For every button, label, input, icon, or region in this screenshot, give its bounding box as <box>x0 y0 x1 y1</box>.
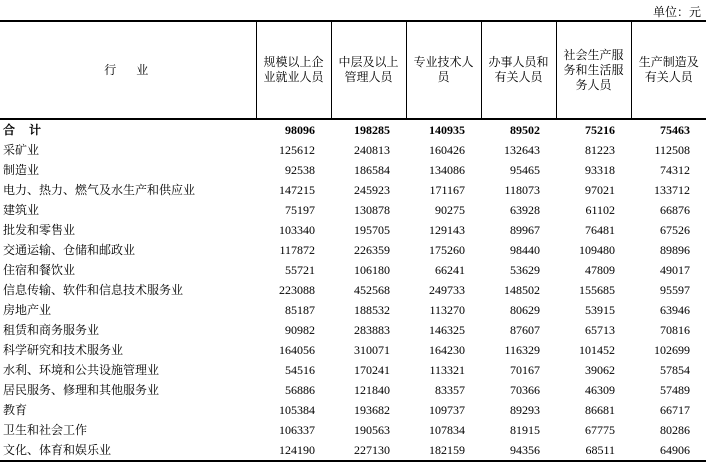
value-cell: 67775 <box>585 423 615 437</box>
value-cell: 140935 <box>429 123 465 137</box>
header-col-1: 规模以上企业就业人员 <box>256 21 331 119</box>
value-cell: 80629 <box>510 303 540 317</box>
value-cell: 109737 <box>429 403 465 417</box>
industry-name: 教育 <box>3 403 28 417</box>
value-cell: 103340 <box>279 223 315 237</box>
value-cell: 148502 <box>504 283 540 297</box>
value-cell: 46309 <box>585 383 615 397</box>
value-cell: 147215 <box>279 183 315 197</box>
value-cell: 164230 <box>429 343 465 357</box>
value-cell: 76481 <box>585 223 615 237</box>
value-cell: 283883 <box>354 323 390 337</box>
value-cell: 245923 <box>354 183 390 197</box>
table-row <box>0 320 706 340</box>
value-cell: 68511 <box>556 440 631 461</box>
header-col-3: 专业技术人员 <box>406 21 481 119</box>
value-cell: 132643 <box>504 143 540 157</box>
value-cell: 129143 <box>429 223 465 237</box>
value-cell: 198285 <box>354 123 390 137</box>
value-cell: 190563 <box>354 423 390 437</box>
header-industry: 行业 <box>0 21 256 119</box>
value-cell: 117872 <box>279 243 315 257</box>
industry-name: 卫生和社会工作 <box>3 423 88 437</box>
value-cell: 223088 <box>279 283 315 297</box>
value-cell: 124190 <box>256 440 331 461</box>
industry-name: 水利、环境和公共设施管理业 <box>3 363 160 377</box>
value-cell: 97021 <box>585 183 615 197</box>
table-row <box>0 420 706 440</box>
value-cell: 106180 <box>354 263 390 277</box>
table-row <box>0 260 706 280</box>
value-cell: 64906 <box>631 440 706 461</box>
value-cell: 53629 <box>510 263 540 277</box>
value-cell: 116329 <box>504 343 540 357</box>
table-row <box>0 180 706 200</box>
table-row <box>0 200 706 220</box>
industry-name: 合计 <box>3 123 56 137</box>
value-cell: 57854 <box>660 363 690 377</box>
total-row <box>0 119 706 140</box>
value-cell: 89293 <box>510 403 540 417</box>
value-cell: 310071 <box>354 343 390 357</box>
value-cell: 95465 <box>510 163 540 177</box>
table-row <box>0 240 706 260</box>
table-row <box>0 140 706 160</box>
value-cell: 74312 <box>660 163 690 177</box>
value-cell: 75216 <box>585 123 615 137</box>
table-row <box>0 440 706 461</box>
value-cell: 85187 <box>285 303 315 317</box>
value-cell: 80286 <box>660 423 690 437</box>
table-row <box>0 340 706 360</box>
value-cell: 93318 <box>585 163 615 177</box>
value-cell: 94356 <box>481 440 556 461</box>
table-row <box>0 380 706 400</box>
value-cell: 49017 <box>660 263 690 277</box>
industry-name: 住宿和餐饮业 <box>3 263 76 277</box>
value-cell: 226359 <box>354 243 390 257</box>
value-cell: 188532 <box>354 303 390 317</box>
value-cell: 175260 <box>429 243 465 257</box>
value-cell: 66876 <box>660 203 690 217</box>
industry-name: 文化、体育和娱乐业 <box>0 440 256 461</box>
value-cell: 75463 <box>660 123 690 137</box>
value-cell: 121840 <box>354 383 390 397</box>
value-cell: 66241 <box>435 263 465 277</box>
value-cell: 452568 <box>354 283 390 297</box>
value-cell: 57489 <box>660 383 690 397</box>
value-cell: 63946 <box>660 303 690 317</box>
value-cell: 70816 <box>660 323 690 337</box>
value-cell: 83357 <box>435 383 465 397</box>
value-cell: 106337 <box>279 423 315 437</box>
value-cell: 130878 <box>354 203 390 217</box>
value-cell: 95597 <box>660 283 690 297</box>
table-row <box>0 220 706 240</box>
value-cell: 112508 <box>654 143 690 157</box>
header-col-5: 社会生产服务和生活服务人员 <box>556 21 631 119</box>
industry-name: 交通运输、仓储和邮政业 <box>3 243 136 257</box>
header-col-6: 生产制造及有关人员 <box>631 21 706 119</box>
value-cell: 98096 <box>285 123 315 137</box>
value-cell: 92538 <box>285 163 315 177</box>
value-cell: 66717 <box>660 403 690 417</box>
value-cell: 195705 <box>354 223 390 237</box>
value-cell: 61102 <box>585 203 615 217</box>
value-cell: 133712 <box>654 183 690 197</box>
table-row <box>0 300 706 320</box>
value-cell: 160426 <box>429 143 465 157</box>
header-col-4: 办事人员和有关人员 <box>481 21 556 119</box>
value-cell: 56886 <box>285 383 315 397</box>
value-cell: 55721 <box>285 263 315 277</box>
value-cell: 89502 <box>510 123 540 137</box>
industry-name: 建筑业 <box>3 203 40 217</box>
value-cell: 101452 <box>579 343 615 357</box>
table-row <box>0 400 706 420</box>
value-cell: 102699 <box>654 343 690 357</box>
value-cell: 89967 <box>510 223 540 237</box>
value-cell: 182159 <box>406 440 481 461</box>
unit-label: 单位：元 <box>652 5 701 19</box>
value-cell: 170241 <box>354 363 390 377</box>
value-cell: 240813 <box>354 143 390 157</box>
value-cell: 98440 <box>510 243 540 257</box>
value-cell: 118073 <box>504 183 540 197</box>
header-row <box>0 21 706 119</box>
industry-name: 房地产业 <box>3 303 52 317</box>
table-row <box>0 360 706 380</box>
value-cell: 86681 <box>585 403 615 417</box>
value-cell: 186584 <box>354 163 390 177</box>
value-cell: 89896 <box>660 243 690 257</box>
value-cell: 81223 <box>585 143 615 157</box>
value-cell: 70167 <box>510 363 540 377</box>
value-cell: 171167 <box>429 183 465 197</box>
value-cell: 249733 <box>429 283 465 297</box>
value-cell: 105384 <box>279 403 315 417</box>
value-cell: 107834 <box>429 423 465 437</box>
value-cell: 134086 <box>429 163 465 177</box>
value-cell: 81915 <box>510 423 540 437</box>
industry-name: 采矿业 <box>3 143 40 157</box>
value-cell: 109480 <box>579 243 615 257</box>
value-cell: 155685 <box>579 283 615 297</box>
value-cell: 113270 <box>429 303 465 317</box>
table-row <box>0 160 706 180</box>
value-cell: 47809 <box>585 263 615 277</box>
value-cell: 227130 <box>331 440 406 461</box>
value-cell: 90275 <box>435 203 465 217</box>
value-cell: 53915 <box>585 303 615 317</box>
table-row <box>0 280 706 300</box>
value-cell: 39062 <box>585 363 615 377</box>
value-cell: 90982 <box>285 323 315 337</box>
value-cell: 113321 <box>429 363 465 377</box>
value-cell: 70366 <box>510 383 540 397</box>
value-cell: 146325 <box>429 323 465 337</box>
value-cell: 75197 <box>285 203 315 217</box>
value-cell: 65713 <box>585 323 615 337</box>
industry-name: 批发和零售业 <box>3 223 76 237</box>
value-cell: 164056 <box>279 343 315 357</box>
value-cell: 125612 <box>279 143 315 157</box>
value-cell: 67526 <box>660 223 690 237</box>
value-cell: 193682 <box>354 403 390 417</box>
value-cell: 54516 <box>285 363 315 377</box>
header-col-2: 中层及以上管理人员 <box>331 21 406 119</box>
value-cell: 87607 <box>510 323 540 337</box>
industry-name: 居民服务、修理和其他服务业 <box>3 383 160 397</box>
industry-name: 科学研究和技术服务业 <box>3 343 124 357</box>
value-cell: 63928 <box>510 203 540 217</box>
industry-name: 电力、热力、燃气及水生产和供应业 <box>3 183 196 197</box>
industry-name: 信息传输、软件和信息技术服务业 <box>3 283 184 297</box>
wage-table <box>0 20 706 462</box>
industry-name: 制造业 <box>3 163 40 177</box>
industry-name: 租赁和商务服务业 <box>3 323 100 337</box>
